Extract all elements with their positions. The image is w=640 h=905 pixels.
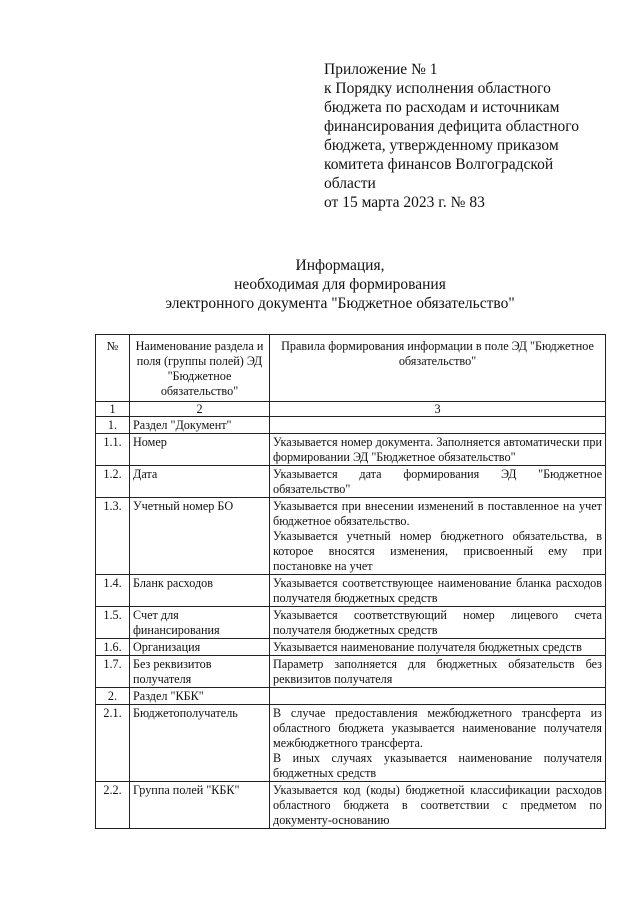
index-cell: 3	[270, 402, 606, 417]
appendix-line: комитета финансов Волгоградской	[324, 156, 554, 173]
row-rule	[270, 498, 606, 575]
table-row	[96, 434, 606, 466]
rule-paragraph: Указывается учетный номер бюджетного обязательства, в которое вносятся изменения, присвоенный ему при постановке на учет	[273, 529, 602, 573]
appendix-line: от 15 марта 2023 г. № 83	[324, 194, 485, 211]
header-cell-number: №	[96, 335, 130, 402]
row-number: 1.7.	[96, 656, 130, 688]
row-field: Раздел "КБК"	[130, 688, 270, 705]
rules-table	[95, 334, 606, 829]
row-rule	[270, 417, 606, 434]
index-cell: 2	[130, 402, 270, 417]
row-field: Бланк расходов	[130, 575, 270, 607]
document-title	[0, 256, 640, 313]
row-number: 1.	[96, 417, 130, 434]
row-rule: Указывается дата формирования ЭД "Бюджетное обязательство"	[270, 466, 606, 498]
row-number: 1.2.	[96, 466, 130, 498]
appendix-line: бюджета по расходам и источникам	[324, 99, 560, 116]
header-cell-name: Наименование раздела и поля (группы полей) ЭД "Бюджетное обязательство"	[130, 335, 270, 402]
appendix-line: Приложение № 1	[324, 61, 438, 78]
table-row	[96, 705, 606, 782]
table-row	[96, 782, 606, 829]
row-number: 1.5.	[96, 607, 130, 639]
row-rule: Указывается соответствующее наименование бланка расходов получателя бюджетных средств	[270, 575, 606, 607]
row-number: 2.1.	[96, 705, 130, 782]
appendix-block	[324, 60, 624, 212]
row-rule	[270, 688, 606, 705]
row-field: Счет для финансирования	[130, 607, 270, 639]
table-index-row	[96, 402, 606, 417]
row-number: 1.3.	[96, 498, 130, 575]
table-row	[96, 656, 606, 688]
table-row	[96, 498, 606, 575]
row-field: Бюджетополучатель	[130, 705, 270, 782]
header-cell-rules: Правила формирования информации в поле ЭД "Бюджетное обязательство"	[270, 335, 606, 402]
row-rule: Указывается код (коды) бюджетной классификации расходов областного бюджета в соответствии с предметом по документу-основанию	[270, 782, 606, 829]
row-rule: Параметр заполняется для бюджетных обязательств без реквизитов получателя	[270, 656, 606, 688]
rule-paragraph: В иных случаях указывается наименование получателя бюджетных средств	[273, 751, 602, 780]
rule-paragraph: В случае предоставления межбюджетного трансферта из областного бюджета указывается наименование получателя межбюджетного трансферта.	[273, 706, 602, 750]
table-row	[96, 639, 606, 656]
rule-paragraph: Указывается при внесении изменений в поставленное на учет бюджетное обязательство.	[273, 499, 602, 528]
row-number: 1.1.	[96, 434, 130, 466]
row-rule: Указывается соответствующий номер лицевого счета получателя бюджетных средств	[270, 607, 606, 639]
row-rule: Указывается номер документа. Заполняется автоматически при формировании ЭД "Бюджетное обязательство"	[270, 434, 606, 466]
table-row	[96, 575, 606, 607]
row-number: 1.6.	[96, 639, 130, 656]
row-number: 1.4.	[96, 575, 130, 607]
table-row	[96, 607, 606, 639]
row-field: Учетный номер БО	[130, 498, 270, 575]
title-line: Информация,	[295, 257, 385, 274]
title-line: электронного документа "Бюджетное обязательство"	[165, 295, 515, 312]
appendix-line: финансирования дефицита областного	[324, 118, 579, 135]
table-row	[96, 466, 606, 498]
index-cell: 1	[96, 402, 130, 417]
title-line: необходимая для формирования	[234, 276, 446, 293]
row-rule: Указывается наименование получателя бюджетных средств	[270, 639, 606, 656]
appendix-line: к Порядку исполнения областного	[324, 80, 551, 97]
row-field: Группа полей "КБК"	[130, 782, 270, 829]
row-field: Дата	[130, 466, 270, 498]
row-number: 2.	[96, 688, 130, 705]
appendix-line: бюджета, утвержденному приказом	[324, 137, 559, 154]
table-row	[96, 688, 606, 705]
table-row	[96, 417, 606, 434]
row-number: 2.2.	[96, 782, 130, 829]
row-field: Номер	[130, 434, 270, 466]
row-field: Раздел "Документ"	[130, 417, 270, 434]
row-rule	[270, 705, 606, 782]
row-field: Организация	[130, 639, 270, 656]
table-header-row	[96, 335, 606, 402]
appendix-line: области	[324, 175, 376, 192]
row-field: Без реквизитов получателя	[130, 656, 270, 688]
